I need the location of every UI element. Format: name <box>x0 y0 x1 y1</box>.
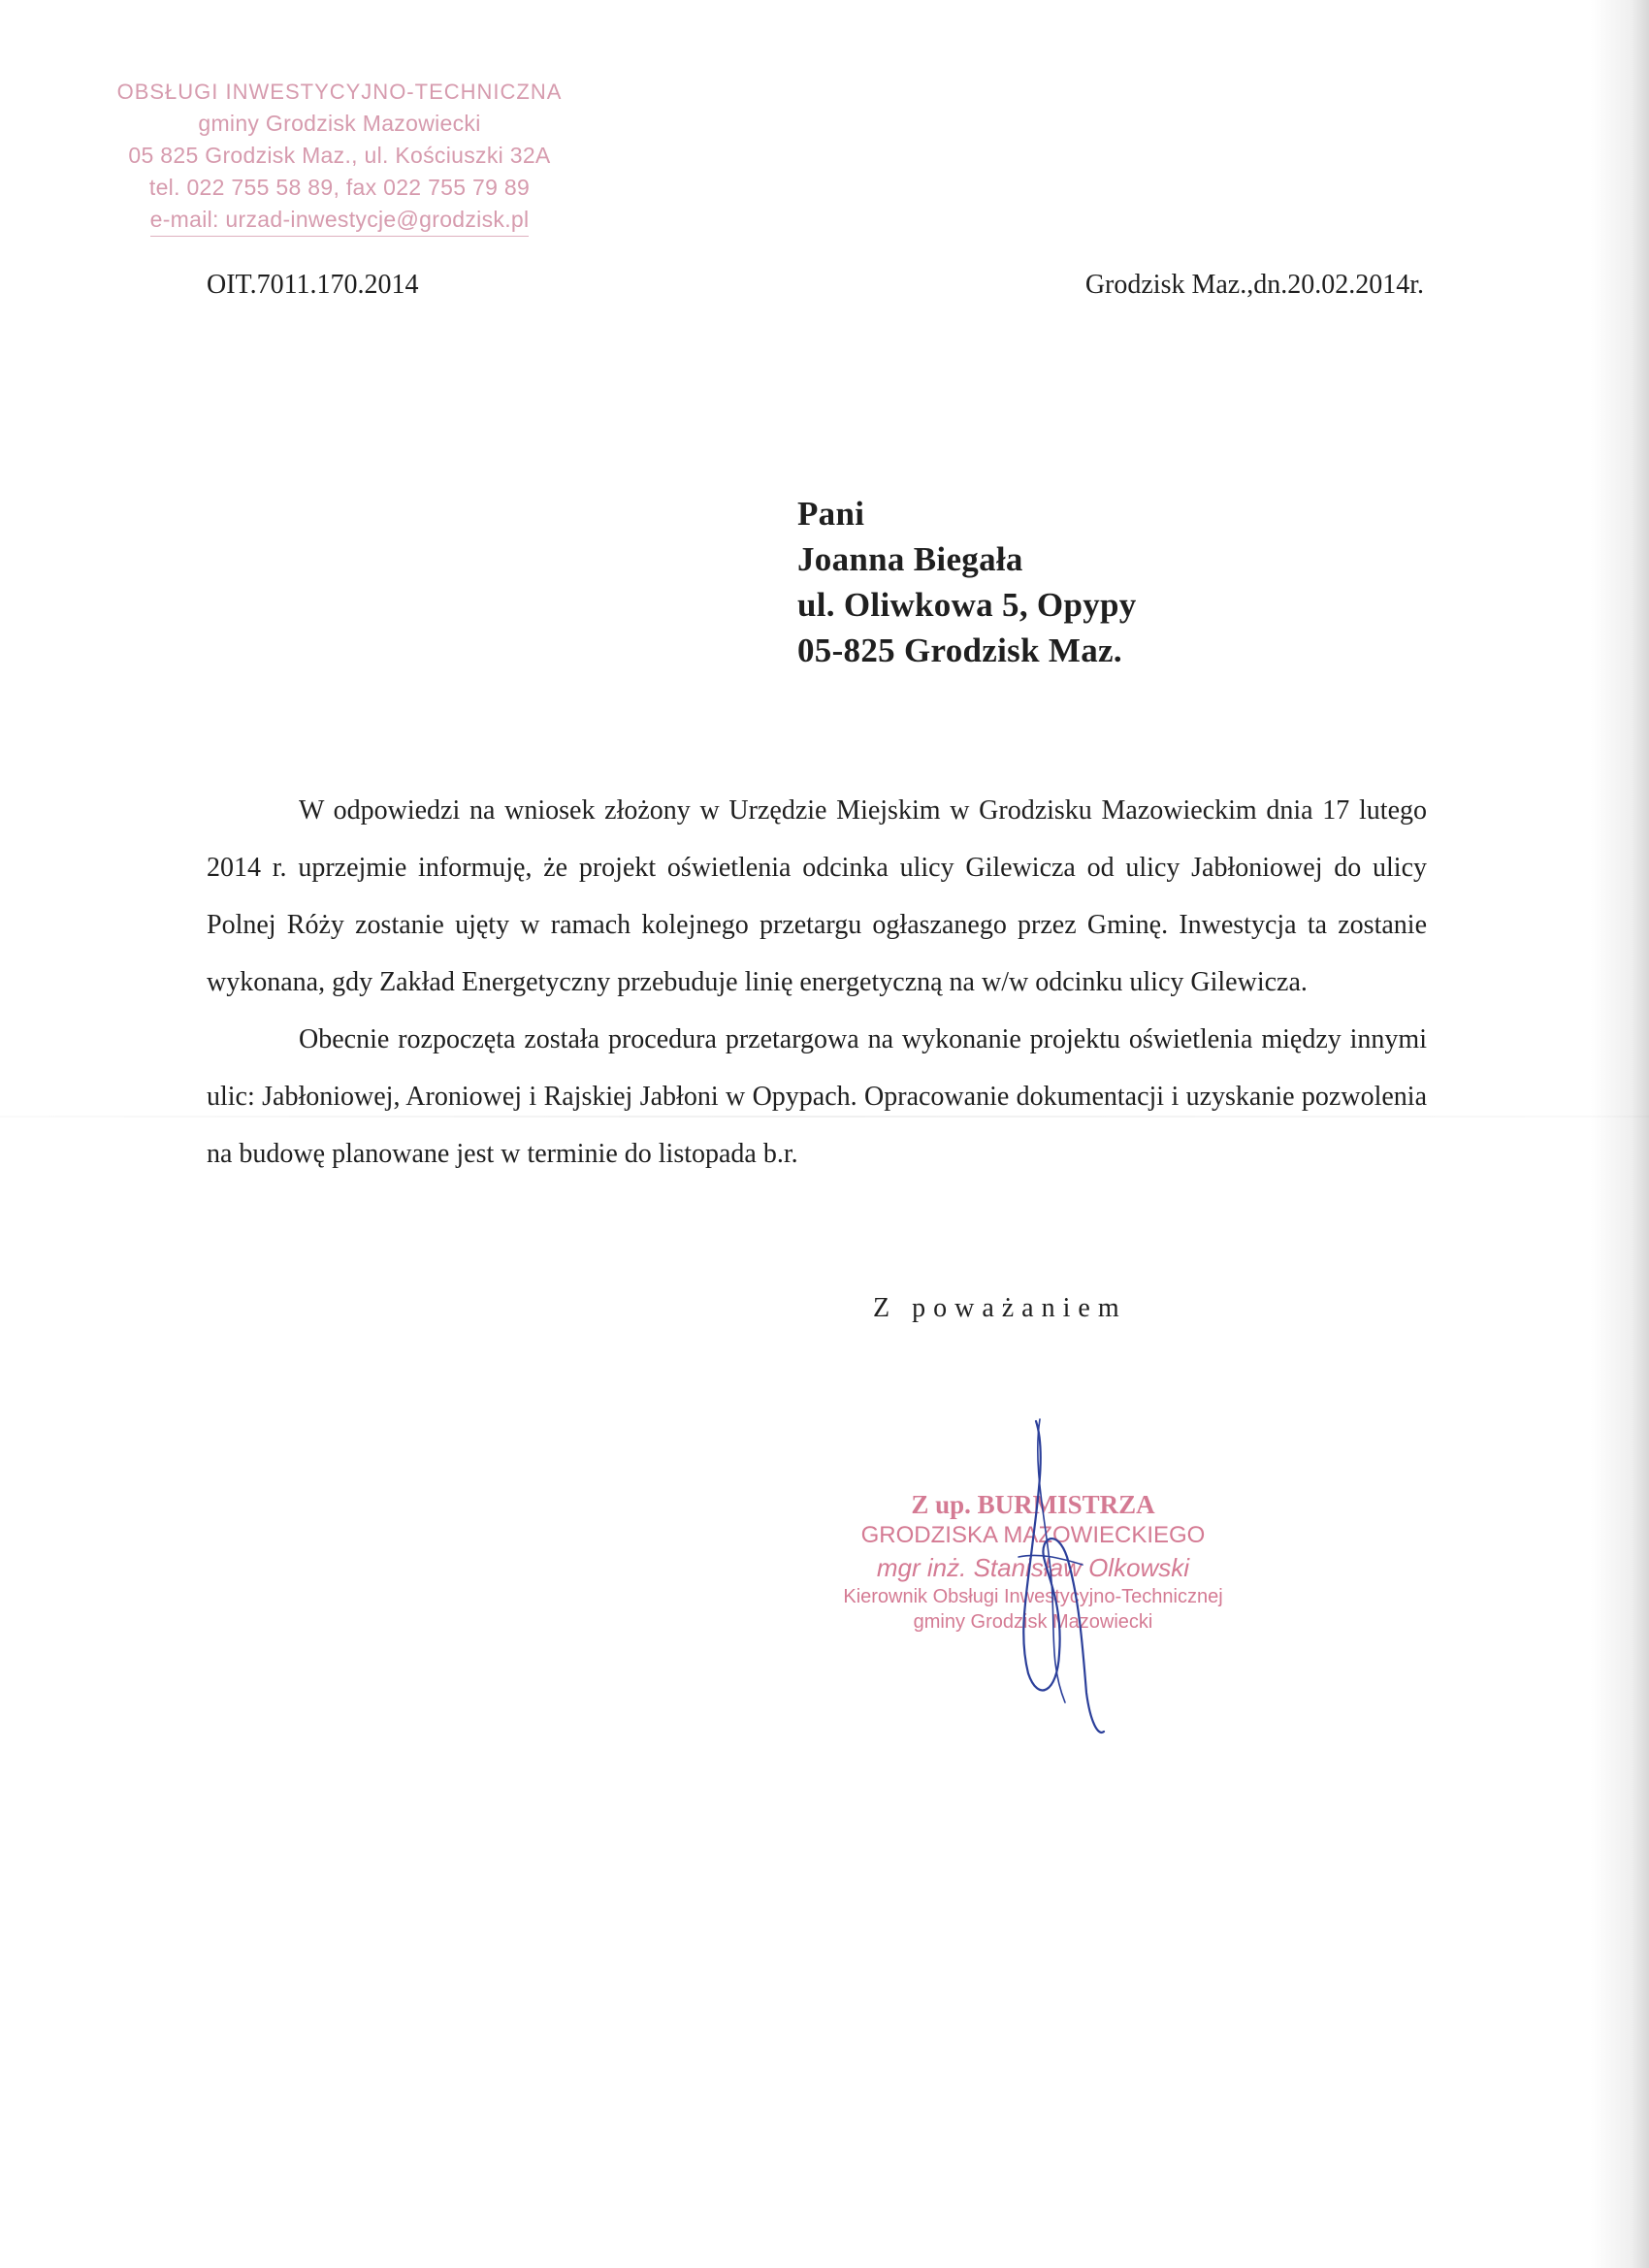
recipient-salutation: Pani <box>797 495 865 533</box>
reference-number: OIT.7011.170.2014 <box>207 270 419 300</box>
handwritten-signature-icon <box>989 1411 1145 1741</box>
closing-salutation: Z poważaniem <box>873 1293 1127 1323</box>
header-stamp-line1: OBSŁUGI INWESTYCYJNO-TECHNICZNA <box>116 80 563 104</box>
body-paragraph-2: Obecnie rozpoczęta została procedura przetargowa na wykonanie projektu oświetlenia między innymi ulic: Jabłoniowej, Aroniowej i Rajskiej Jabłoni w Opypach. Opracowanie dokumentacji i uzyskanie pozwolenia na budowę planowane jest w terminie do listopada b.r. <box>207 1024 1427 1169</box>
signature-stamp-line4: Kierownik Obsługi Inwestycyjno-Technicznej <box>843 1586 1223 1607</box>
header-stamp-line2: gminy Grodzisk Mazowiecki <box>198 111 481 136</box>
recipient-address <box>797 491 1137 673</box>
recipient-street: ul. Oliwkowa 5, Opypy <box>797 586 1137 624</box>
signature-stamp-line1: Z up. BURMISTRZA <box>911 1490 1155 1519</box>
letter-body <box>207 782 1427 1183</box>
signature-stamp-line5: gminy Grodzisk Mazowiecki <box>913 1611 1153 1633</box>
header-stamp-line4: tel. 022 755 58 89, fax 022 755 79 89 <box>148 175 531 200</box>
header-stamp <box>112 76 567 237</box>
recipient-city: 05-825 Grodzisk Maz. <box>797 632 1122 669</box>
place-date: Grodzisk Maz.,dn.20.02.2014r. <box>1084 270 1424 300</box>
body-paragraph-1: W odpowiedzi na wniosek złożony w Urzędzie Miejskim w Grodzisku Mazowieckim dnia 17 lutego 2014 r. uprzejmie informuję, że projekt oświetlenia odcinka ulicy Gilewicza od ulicy Jabłoniowej do ulicy Polnej Róży zostanie ujęty w ramach kolejnego przetargu ogłaszanego przez Gminę. Inwestycja ta zostanie wykonana, gdy Zakład Energetyczny przebuduje linię energetyczną na w/w odcinku ulicy Gilewicza. <box>207 795 1427 997</box>
page-edge-shadow <box>1591 0 1649 2268</box>
signature-stamp-line3: mgr inż. Stanisław Olkowski <box>876 1553 1190 1582</box>
header-stamp-email: e-mail: urzad-inwestycje@grodzisk.pl <box>150 204 530 237</box>
header-stamp-line3: 05 825 Grodzisk Maz., ul. Kościuszki 32A <box>128 143 551 168</box>
recipient-name: Joanna Biegała <box>797 540 1023 578</box>
signature-stamp-line2: GRODZISKA MAZOWIECKIEGO <box>860 1522 1206 1548</box>
